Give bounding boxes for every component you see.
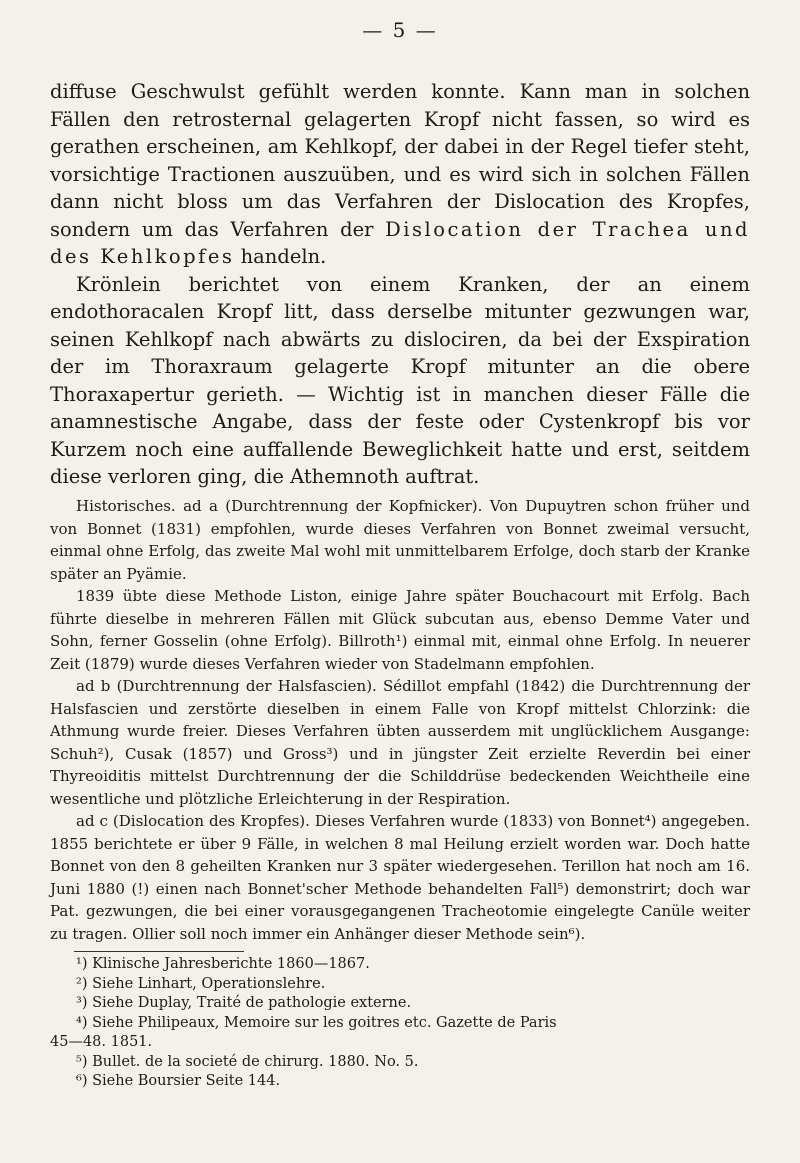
paragraph-kroenlein: Krönlein berichtet von einem Kranken, der an einem endothoracalen Kropf litt, dass derselbe mitunter gezwungen war, seinen Kehlkopf nach abwärts zu dislociren, da bei der Exspiration der im Thoraxraum gelagerte Kropf mitunter an die obere Thoraxapertur gerieth. — Wichtig ist in manchen dieser Fälle die anamnestische Angabe, dass der feste oder Cystenkropf bis vor Kurzem noch eine auffallende Beweglichkeit hatte und erst, seitdem diese verloren ging, die Athemnoth auftrat.	[50, 272, 750, 488]
paragraph-dislocation-text: diffuse Geschwulst gefühlt werden konnte. Kann man in solchen Fällen den retrosternal gelagerten Kropf nicht fassen, so wird es gerathen erscheinen, am Kehlkopf, der dabei in der Regel tiefer steht, vorsichtige Tractionen auszuüben, und es wird sich in solchen Fällen dann nicht bloss um das Verfahren der Dislocation des Kropfes, sondern um das Verfahren der	[50, 80, 750, 241]
footnote-6: ⁶) Siehe Boursier Seite 144.	[76, 1073, 281, 1089]
footnote-4-continued: 45—48. 1851.	[50, 1034, 153, 1050]
page-number: — 5 —	[362, 18, 438, 42]
historical-paragraph-a: Historisches. ad a (Durchtrennung der Kopfnicker). Von Dupuytren schon früher und von Bonnet (1831) empfohlen, wurde dieses Verfahren von Bonnet zweimal versucht, einmal ohne Erfolg, das zweite Mal wohl mit unmittelbarem Erfolge, doch starb der Kranke später an Pyämie.	[50, 497, 750, 583]
document-page	[40, 0, 760, 1163]
spaced-emphasis: Dislocation der Trachea und des Kehlkopfes	[50, 217, 750, 268]
footnote-4: ⁴) Siehe Philipeaux, Memoire sur les goitres etc. Gazette de Paris	[76, 1014, 557, 1031]
footnote-2: ²) Siehe Linhart, Operationslehre.	[76, 975, 326, 992]
footnote-3: ³) Siehe Duplay, Traité de pathologie externe.	[76, 995, 412, 1011]
historical-paragraph-1839: 1839 übte diese Methode Liston, einige Jahre später Bouchacourt mit Erfolg. Bach führte dieselbe in mehreren Fällen mit Glück subcutan aus, ebenso Demme Vater und Sohn, ferner Gosselin (ohne Erfolg). Billroth¹) einmal mit, einmal ohne Erfolg. In neuerer Zeit (1879) wurde dieses Verfahren wieder von Stadelmann empfohlen.	[50, 587, 750, 673]
historical-section	[50, 495, 750, 945]
paragraph-dislocation	[50, 78, 750, 271]
main-text	[50, 78, 750, 491]
historical-paragraph-b: ad b (Durchtrennung der Halsfascien). Sédillot empfahl (1842) die Durchtrennung der Halsfascien und zerstörte dieselben in einem Falle von Kropf mittelst Chlorzink: die Athmung wurde freier. Dieses Verfahren übten ausserdem mit unglücklichem Ausgange: Schuh²), Cusak (1857) und Gross³) und in jüngster Zeit erzielte Reverdin bei einer Thyreoiditis mittelst Durchtrennung der die Schilddrüse bedeckenden Weichtheile eine wesentliche und plötzliche Erleichterung in der Respiration.	[50, 677, 750, 808]
footnotes	[50, 955, 750, 1092]
footnote-1: ¹) Klinische Jahresberichte 1860—1867.	[76, 956, 370, 972]
footnote-5: ⁵) Bullet. de la societé de chirurg. 1880. No. 5.	[76, 1053, 419, 1070]
historical-paragraph-c: ad c (Dislocation des Kropfes). Dieses Verfahren wurde (1833) von Bonnet⁴) angegeben. 1855 berichtete er über 9 Fälle, in welchen 8 mal Heilung erzielt worden war. Doch hatte Bonnet von den 8 geheilten Kranken nur 3 später wiedergesehen. Terillon hat noch am 16. Juni 1880 (!) einen nach Bonnet'scher Methode behandelten Fall⁵) demonstrirt; doch war Pat. gezwungen, die bei einer vorausgegangenen Tracheotomie eingelegte Canüle weiter zu tragen. Ollier soll noch immer ein Anhänger dieser Methode sein⁶).	[50, 812, 750, 943]
footnote-divider	[74, 951, 244, 952]
paragraph-dislocation-end: handeln.	[234, 245, 327, 268]
